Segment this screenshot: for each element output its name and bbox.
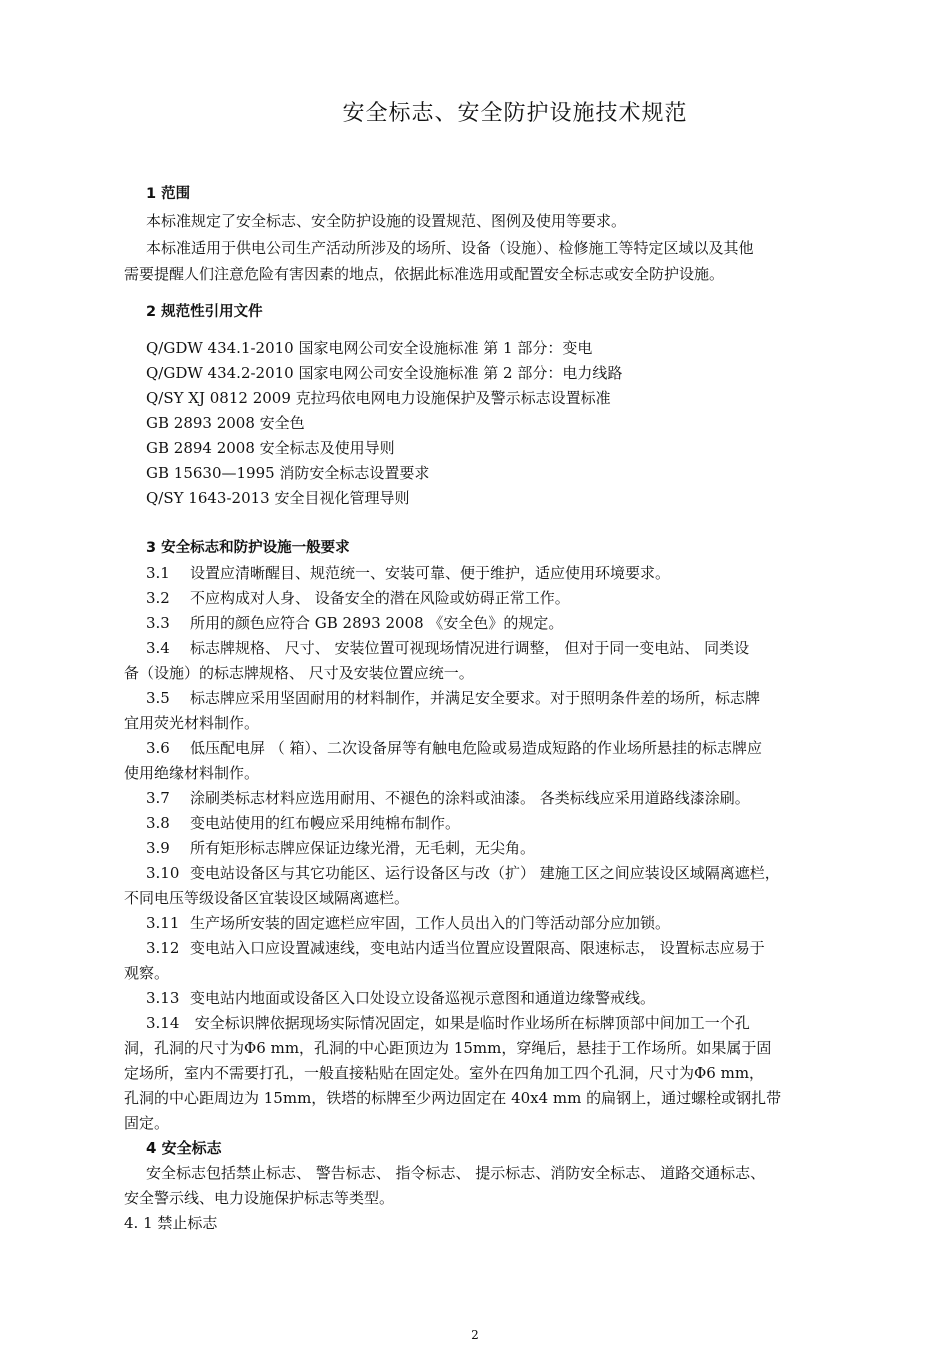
clause-continuation: 固定。 [124,1114,170,1132]
clause-number: 3.7 [146,789,170,807]
clause-text: 变电站内地面或设备区入口处设立设备巡视示意图和通道边缘警戒线。 [190,989,656,1007]
section-heading-4: 4 安全标志 [146,1139,222,1157]
clause-line [146,863,780,883]
clause-continuation: 孔洞的中心距周边为 15mm，铁塔的标牌至少两边固定在 40x4 mm 的扁钢上，通过螺栓或钢扎带 [124,1089,782,1107]
clause-text: 标志牌规格、 尺寸、 安装位置可视现场情况进行调整， 但对于同一变电站、 同类设 [190,639,750,657]
section-heading-2: 2 规范性引用文件 [146,304,263,320]
clause-number: 3.14 [146,1014,180,1032]
clause-continuation: 观察。 [124,964,170,982]
clause-line [146,988,655,1008]
clause-number: 3.5 [146,689,170,707]
clause-line [146,813,460,833]
clause-line [146,588,570,608]
clause-number: 3.6 [146,739,170,757]
reference-item: Q/SY XJ 0812 2009 克拉玛依电网电力设施保护及警示标志设置标准 [146,389,611,407]
reference-item: Q/GDW 434.1-2010 国家电网公司安全设施标准 第 1 部分：变电 [146,339,593,357]
reference-item: Q/GDW 434.2-2010 国家电网公司安全设施标准 第 2 部分：电力线路 [146,364,623,382]
reference-item: Q/SY 1643-2013 安全目视化管理导则 [146,489,410,507]
page-number: 2 [471,1328,479,1342]
clause-number: 3.13 [146,989,180,1007]
paragraph-line: 本标准规定了安全标志、安全防护设施的设置规范、图例及使用等要求。 [146,212,627,230]
clause-text: 变电站入口应设置减速线，变电站内适当位置应设置限高、限速标志， 设置标志应易于 [190,939,765,957]
clause-number: 3.11 [146,914,180,932]
clause-number: 3.10 [146,864,180,882]
clause-text: 低压配电屏 （ 箱）、二次设备屏等有触电危险或易造成短路的作业场所悬挂的标志牌应 [190,739,763,757]
reference-item: GB 2894 2008 安全标志及使用导则 [146,439,395,457]
clause-number: 3.4 [146,639,170,657]
clause-continuation: 不同电压等级设备区宜装设区域隔离遮栏。 [124,889,410,907]
clause-number: 3.12 [146,939,180,957]
paragraph-line: 安全警示线、电力设施保护标志等类型。 [124,1189,395,1207]
clause-line [146,688,760,708]
clause-line [146,613,563,633]
clause-continuation: 定场所，室内不需要打孔，一般直接粘贴在固定处。室外在四角加工四个孔洞，尺寸为Φ6 mm， [124,1064,765,1082]
clause-number: 3.9 [146,839,170,857]
clause-text: 涂刷类标志材料应选用耐用、不褪色的涂料或油漆。 各类标线应采用道路线漆涂刷。 [190,789,750,807]
subsection-heading: 4. 1 禁止标志 [124,1214,218,1232]
clause-line [146,938,765,958]
paragraph-line: 需要提醒人们注意危险有害因素的地点，依据此标准选用或配置安全标志或安全防护设施。 [124,265,725,283]
document-title: 安全标志、安全防护设施技术规范 [342,101,688,126]
clause-continuation: 使用绝缘材料制作。 [124,764,260,782]
clause-line [146,1013,750,1033]
clause-text: 不应构成对人身、 设备安全的潜在风险或妨碍正常工作。 [190,589,570,607]
clause-text: 标志牌应采用坚固耐用的材料制作，并满足安全要求。对于照明条件差的场所，标志牌 [190,689,761,707]
clause-text: 变电站设备区与其它功能区、运行设备区与改（扩） 建施工区之间应装设区域隔离遮栏， [190,864,780,882]
clause-text: 所用的颜色应符合 GB 2893 2008 《安全色》的规定。 [190,614,564,632]
clause-line [146,638,749,658]
clause-text: 安全标识牌依据现场实际情况固定，如果是临时作业场所在标牌顶部中间加工一个孔 [190,1014,750,1032]
clause-line [146,913,670,933]
clause-line [146,788,750,808]
clause-continuation: 宜用荧光材料制作。 [124,714,260,732]
clause-continuation: 洞，孔洞的尺寸为Φ6 mm，孔洞的中心距顶边为 15mm，穿绳后，悬挂于工作场所。如果属于固 [124,1039,772,1057]
clause-text: 设置应清晰醒目、规范统一、安装可靠、便于维护，适应使用环境要求。 [190,564,671,582]
reference-item: GB 2893 2008 安全色 [146,414,305,432]
section-heading-3: 3 安全标志和防护设施一般要求 [146,540,350,556]
clause-text: 变电站使用的红布幔应采用纯棉布制作。 [190,814,461,832]
clause-number: 3.1 [146,564,170,582]
clause-text: 生产场所安装的固定遮栏应牢固，工作人员出入的门等活动部分应加锁。 [190,914,671,932]
reference-item: GB 15630—1995 消防安全标志设置要求 [146,464,430,482]
clause-number: 3.3 [146,614,170,632]
clause-line [146,738,762,758]
clause-line [146,563,670,583]
section-heading-1: 1 范围 [146,186,191,202]
clause-line [146,838,535,858]
clause-text: 所有矩形标志牌应保证边缘光滑，无毛刺，无尖角。 [190,839,536,857]
paragraph-line: 安全标志包括禁止标志、 警告标志、 指令标志、 提示标志、消防安全标志、 道路交通标志、 [146,1164,766,1182]
paragraph-line: 本标准适用于供电公司生产活动所涉及的场所、设备（设施）、检修施工等特定区域以及其他 [146,239,754,257]
clause-number: 3.2 [146,589,170,607]
clause-number: 3.8 [146,814,170,832]
clause-continuation: 备（设施）的标志牌规格、 尺寸及安装位置应统一。 [124,664,474,682]
